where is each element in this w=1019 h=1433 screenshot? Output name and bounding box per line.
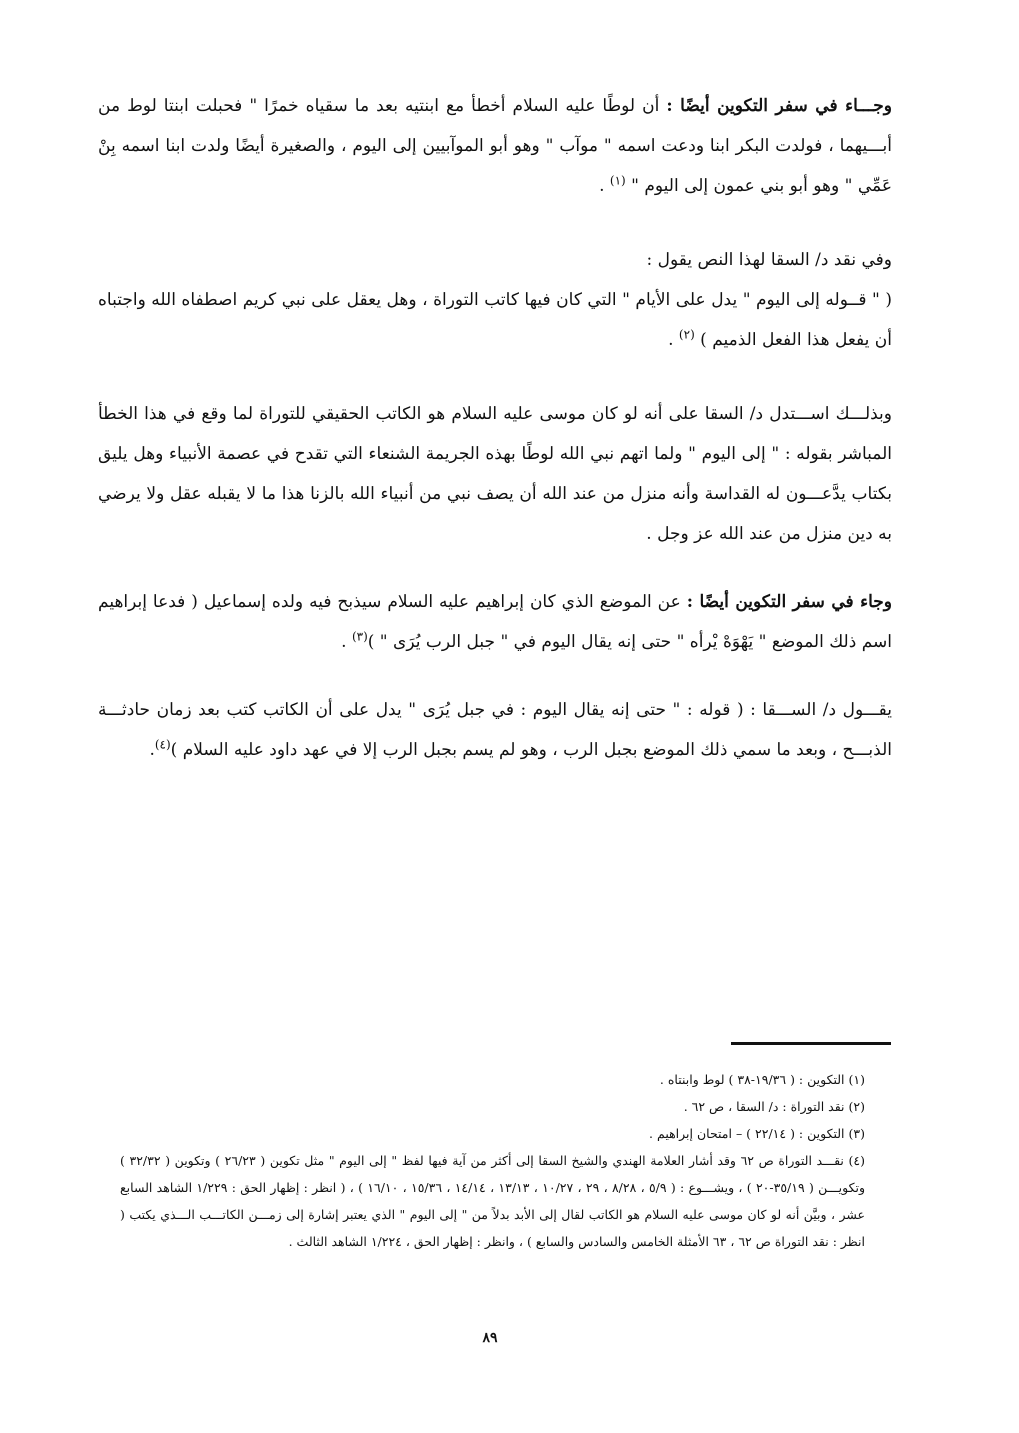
footnotes — [120, 1066, 865, 1255]
paragraph-tail: . — [668, 330, 679, 350]
footnote-ref-4[interactable]: (٤) — [154, 737, 171, 752]
paragraph-lot-genesis — [98, 86, 892, 206]
footnote-3: (٣) التكوين : ( ٢٢/١٤ ) – امتحان إبراهيم . — [649, 1126, 865, 1141]
paragraph-lead: وجـــاء في سفر التكوين أيضًا : — [666, 96, 892, 116]
footnote-separator — [731, 1042, 891, 1045]
footnote-ref-1[interactable]: (١) — [609, 173, 626, 188]
paragraph-abraham-genesis — [98, 582, 892, 662]
paragraph-text: أن لوطًا عليه السلام أخطأ مع ابنتيه بعد ما سقياه خمرًا " فحبلت ابنتا لوط من أبـــيهما ، فولدت البكر ابنا ودعت اسمه " موآب " وهو أبو الموآبيين إلى اليوم ، والصغيرة أيضًا ولدت ابنا اسمه بِنْ عَمِّي " وهو أبو بني عمون إلى اليوم " — [98, 96, 892, 196]
paragraph-text: عن الموضع الذي كان إبراهيم عليه السلام سيذبح فيه ولده إسماعيل ( فدعا إبراهيم اسم ذلك الموضع " يَهْوَهْ يْرأه " حتى إنه يقال اليوم في " جبل الرب يُرَى " ) — [98, 592, 892, 652]
page-number: ٨٩ — [482, 1330, 498, 1346]
footnote-ref-2[interactable]: (٢) — [678, 327, 695, 342]
footnote-ref-3[interactable]: (٣) — [351, 629, 368, 644]
paragraph-saqqa-critique — [98, 240, 892, 360]
paragraph-tail: . — [341, 632, 352, 652]
paragraph-saqqa-second — [98, 690, 892, 770]
paragraph-text: ( " قــوله إلى اليوم " يدل على الأيام " التي كان فيها كاتب التوراة ، وهل يعقل على نبي كريم اصطفاه الله واجتباه أن يفعل هذا الفعل الذميم ) — [98, 290, 892, 350]
paragraph-lead: وجاء في سفر التكوين أيضًا : — [686, 592, 893, 612]
paragraph-tail: . — [149, 740, 155, 760]
paragraph-tail: . — [599, 176, 610, 196]
footnote-4: (٤) نقـــد التوراة ص ٦٢ وقد أشار العلامة الهندي والشيخ السقا إلى أكثر من آية فيها لفظ " إلى اليوم " مثل تكوين ( ٢٦/٢٣ ) وتكوين ( ٣٢/٣٢ ) وتكويـــن ( ٣٥/١٩-٢٠ ) ، ويشـــوع : ( ٥/٩ ، ٨/٢٨ ، ٢٩ ، ١٠/٢٧ ، ١٣/١٣ ، ١٤/١٤ ، ١٥/٣٦ ، ١٦/١٠ ) ، ( انظر : إظهار الحق : ١/٢٢٩ الشاهد السابع عشر ، وبيَّن أنه لو كان موسى عليه السلام هو الكاتب لقال إلى الأبد بدلاً من " إلى اليوم " الذي يعتبر إشارة إلى زمـــن الكاتـــب الـــذي يكتب ( انظر : نقد التوراة ص ٦٢ ، ٦٣ الأمثلة الخامس والسادس والسابع ) ، وانظر : إظهار الحق ، ١/٢٢٤ الشاهد الثالث . — [120, 1153, 866, 1249]
footnote-2: (٢) نقد التوراة : د/ السقا ، ص ٦٢ . — [683, 1099, 865, 1114]
paragraph-intro-line: وفي نقد د/ السقا لهذا النص يقول : — [646, 250, 892, 270]
paragraph-text: يقـــول د/ الســـقا : ( قوله : " حتى إنه يقال اليوم : في جبل يُرَى " يدل على أن الكاتب كتب بعد زمان حادثـــة الذبـــح ، وبعد ما سمي ذلك الموضع بجبل الرب ، وهو لم يسم بجبل الرب إلا في عهد داود عليه السلام ) — [98, 700, 892, 760]
footnote-1: (١) التكوين : ( ١٩/٣٦-٣٨ ) لوط وابنتاه . — [659, 1072, 865, 1087]
paragraph-text: وبذلـــك اســـتدل د/ السقا على أنه لو كان موسى عليه السلام هو الكاتب الحقيقي للتوراة لما وقع في هذا الخطأ المباشر بقوله : " إلى اليوم " ولما اتهم نبي الله لوطًا بهذه الجريمة الشنعاء التي تقدح في عصمة الأنبياء وهل يليق بكتاب يدَّعـــون له القداسة وأنه منزل من عند الله أن يصف نبي من أنبياء الله بالزنا هذا ما لا يقبله عقل ولا يرضي به دين منزل من عند الله عز وجل . — [98, 404, 892, 544]
paragraph-inference — [98, 394, 892, 554]
